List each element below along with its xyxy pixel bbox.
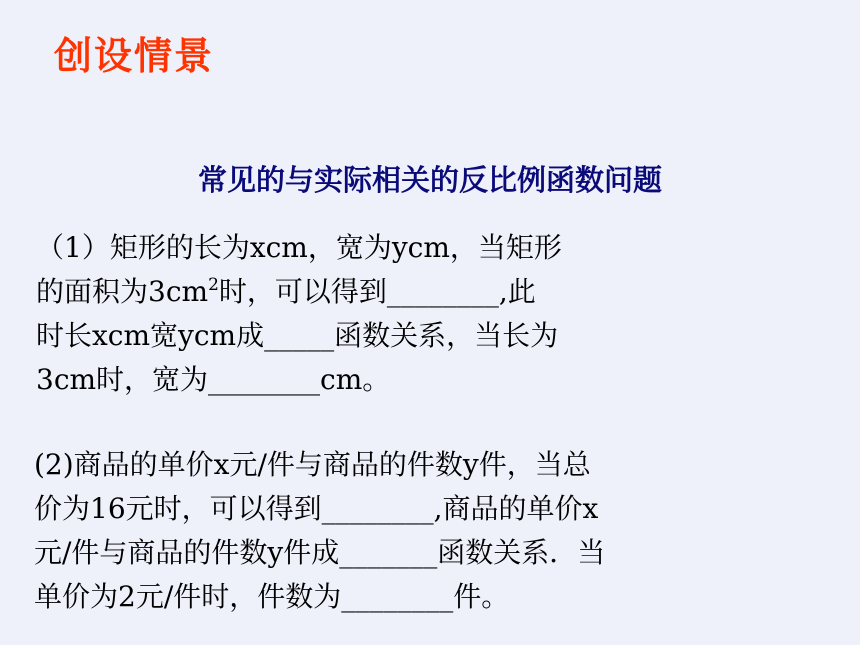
problem-1-line-2-start: 的面积为3cm: [36, 275, 209, 308]
slide-title: 创设情景: [54, 34, 215, 78]
problem-1-line-2-end: 时，可以得到________,此: [218, 275, 536, 308]
problem-1: [36, 226, 562, 402]
problem-1-line-3: 时长xcm宽ycm成_____函数关系，当长为: [36, 319, 559, 352]
section-subtitle: 常见的与实际相关的反比例函数问题: [197, 163, 662, 197]
problem-1-line-2: [36, 270, 562, 314]
problem-2: [34, 443, 605, 619]
problem-2-line-3: 元/件与商品的件数y件成_______函数关系．当: [34, 536, 606, 569]
area-unit-exponent: 2: [208, 275, 219, 295]
problem-2-line-4: 单价为2元/件时，件数为________件。: [34, 580, 510, 613]
problem-2-line-1: (2)商品的单价x元/件与商品的件数y件，当总: [34, 448, 591, 481]
problem-1-line-4: 3cm时，宽为________cm。: [36, 363, 391, 396]
problem-1-line-1: （1）矩形的长为xcm，宽为ycm，当矩形: [36, 231, 562, 264]
problem-2-line-2: 价为16元时，可以得到________,商品的单价x: [34, 492, 599, 525]
